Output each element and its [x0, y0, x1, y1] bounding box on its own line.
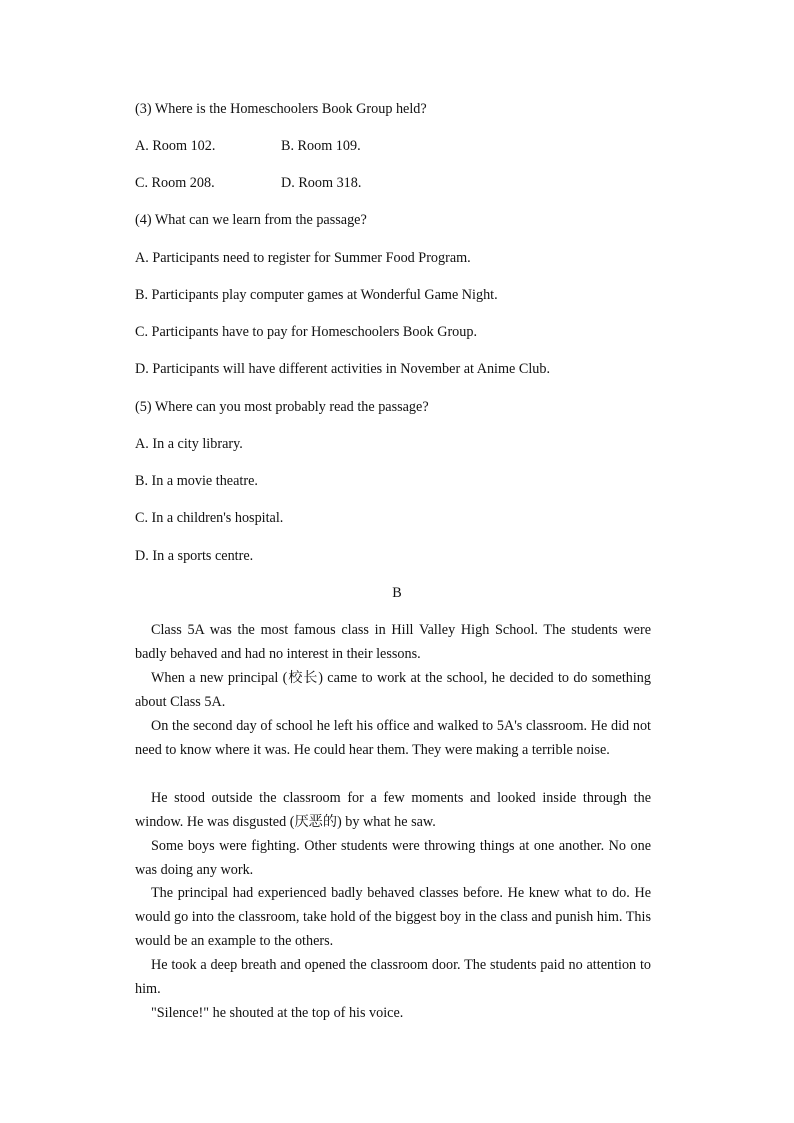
passage-paragraph: He took a deep breath and opened the classroom door. The students paid no attention to him.: [135, 957, 651, 997]
question-3-option-a: A. Room 102.: [135, 138, 216, 154]
question-3-option-d: D. Room 318.: [281, 175, 362, 191]
passage-paragraph: "Silence!" he shouted at the top of his voice.: [151, 1005, 404, 1021]
question-3-stem: (3) Where is the Homeschoolers Book Group held?: [135, 101, 427, 117]
question-4-option-a: A. Participants need to register for Summer Food Program.: [135, 250, 471, 266]
question-4-option-c: C. Participants have to pay for Homeschoolers Book Group.: [135, 324, 478, 340]
question-5-option-c: C. In a children's hospital.: [135, 510, 284, 526]
section-heading: B: [392, 585, 402, 601]
question-4-stem: (4) What can we learn from the passage?: [135, 212, 367, 228]
passage-paragraph: The principal had experienced badly behaved classes before. He knew what to do. He would go into the classroom, take hold of the biggest boy in the class and punish him. This would be an example to the others.: [135, 885, 651, 949]
question-4-option-d: D. Participants will have different activities in November at Anime Club.: [135, 361, 551, 377]
passage-paragraph: Some boys were fighting. Other students were throwing things at one another. No one was doing any work.: [135, 838, 651, 878]
question-5-option-b: B. In a movie theatre.: [135, 473, 258, 489]
question-5-stem: (5) Where can you most probably read the passage?: [135, 399, 429, 415]
passage-paragraph: Class 5A was the most famous class in Hill Valley High School. The students were badly behaved and had no interest in their lessons.: [135, 622, 651, 662]
question-3-option-c: C. Room 208.: [135, 175, 215, 191]
question-3-option-b: B. Room 109.: [281, 138, 361, 154]
passage-paragraph: He stood outside the classroom for a few moments and looked inside through the window. He was disgusted (厌恶的) by what he saw.: [135, 790, 651, 830]
question-5-option-a: A. In a city library.: [135, 436, 243, 452]
question-4-option-b: B. Participants play computer games at Wonderful Game Night.: [135, 287, 498, 303]
passage-paragraph: When a new principal (校长) came to work at the school, he decided to do something about Class 5A.: [135, 670, 651, 710]
passage-paragraph: On the second day of school he left his office and walked to 5A's classroom. He did not need to know where it was. He could hear them. They were making a terrible noise.: [135, 718, 651, 758]
question-5-option-d: D. In a sports centre.: [135, 548, 254, 564]
